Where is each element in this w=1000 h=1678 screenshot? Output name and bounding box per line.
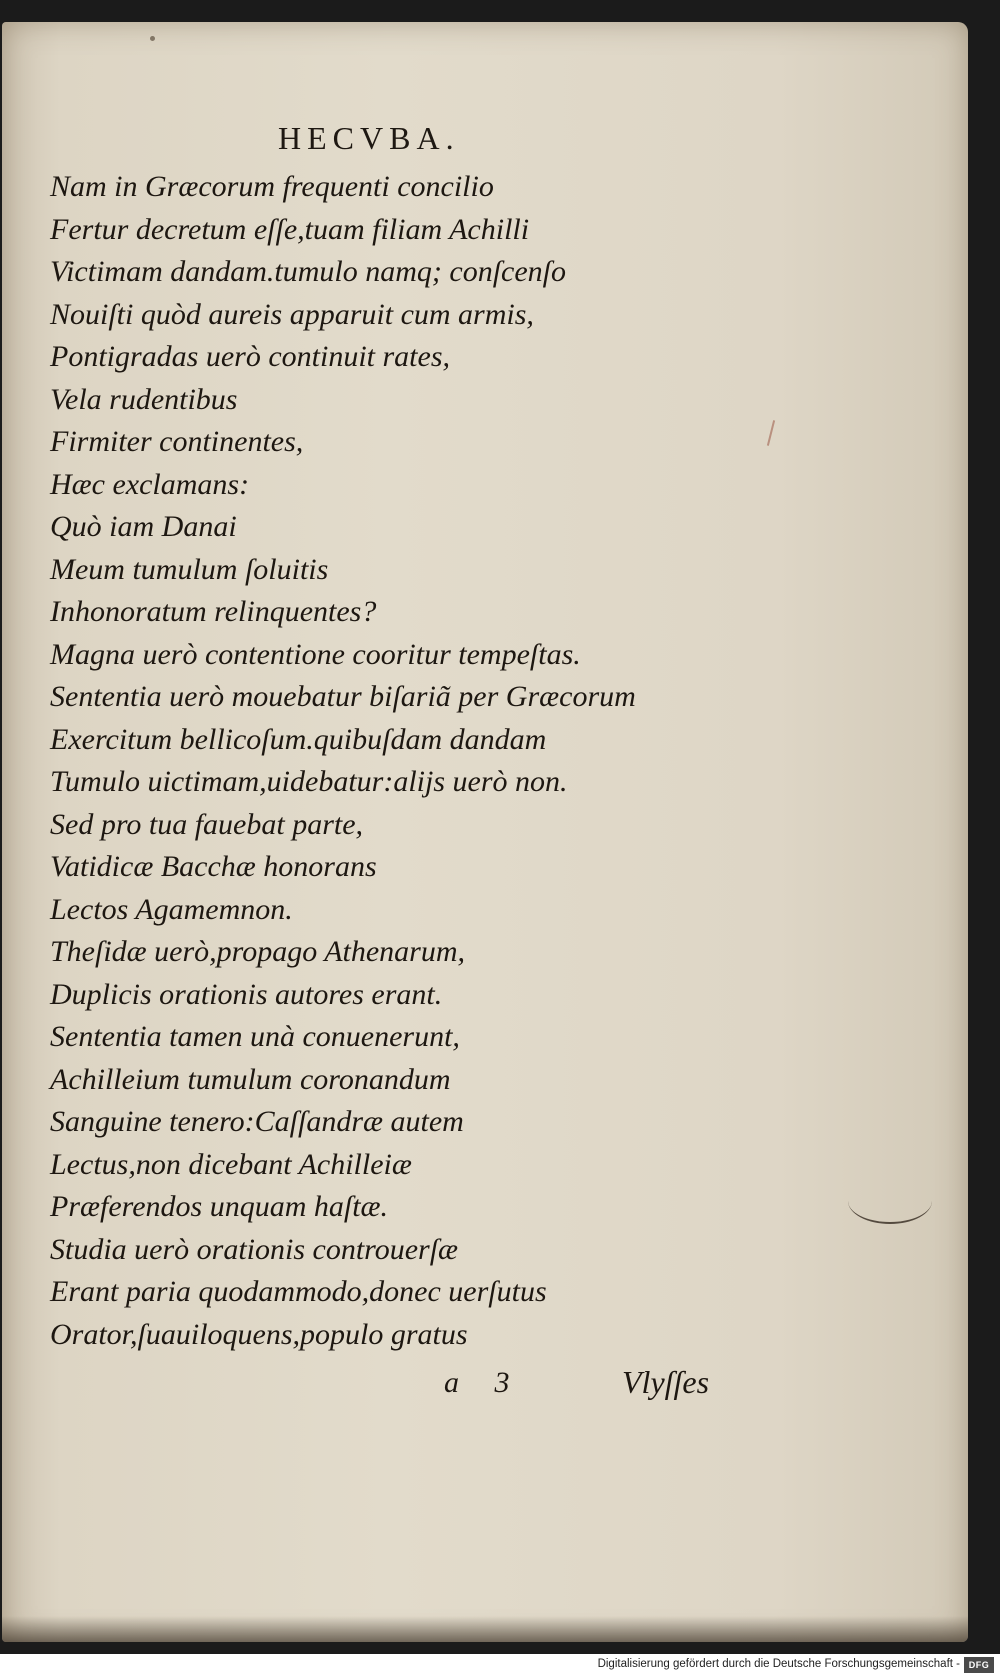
page-edge-shadow	[2, 1616, 968, 1642]
verse-line: Lectos Agamemnon.	[50, 892, 293, 926]
ink-dot-mark	[150, 36, 155, 41]
verse-line: Theſidæ uerò,propago Athenarum,	[50, 935, 466, 968]
verse-line: Vela rudentibus	[50, 382, 238, 416]
verse-line: Tumulo uictimam,uidebatur:alijs uerò non.	[50, 765, 568, 798]
verse-line: Fertur decretum eſſe,tuam filiam Achilli	[50, 212, 530, 246]
verse-text	[50, 166, 710, 1356]
verse-line: Orator,ſuauiloquens,populo gratus	[50, 1317, 468, 1351]
verse-line: Præferendos unquam haſtæ.	[50, 1190, 389, 1223]
verse-line: Sed pro tua fauebat parte,	[50, 807, 364, 841]
catchword: Vlyſſes	[622, 1364, 710, 1400]
verse-line: Exercitum bellicoſum.quibuſdam dandam	[50, 722, 547, 756]
verse-line: Duplicis orationis autores erant.	[50, 977, 443, 1011]
verse-line: Hæc exclamans:	[50, 467, 250, 501]
footer-credit: Digitalisierung gefördert durch die Deutsche Forschungsgemeinschaft -	[597, 1658, 960, 1670]
verse-line: Achilleium tumulum coronandum	[50, 1062, 451, 1096]
verse-line: Pontigradas uerò continuit rates,	[50, 340, 450, 373]
verse-line: Vatidicæ Bacchæ honorans	[50, 850, 377, 883]
dfg-logo-icon: DFG	[964, 1657, 994, 1673]
verse-line: Sanguine tenero:Caſſandræ autem	[50, 1105, 464, 1138]
verse-line: Erant paria quodammodo,donec uerſutus	[50, 1275, 547, 1308]
verse-line: Studia uerò orationis controuerſæ	[50, 1232, 459, 1266]
verse-line: Meum tumulum ſoluitis	[50, 552, 329, 586]
verse-line: Sententia tamen unà conuenerunt,	[50, 1020, 460, 1053]
verse-line: Inhonoratum relinquentes?	[50, 595, 377, 628]
verse-line: Sententia uerò mouebatur biſariã per Græcorum	[50, 680, 636, 713]
ink-curve-mark	[848, 1178, 932, 1224]
footer-bar	[0, 1654, 1000, 1678]
verse-line: Quò iam Danai	[50, 510, 237, 543]
verse-line: Lectus,non dicebant Achilleiæ	[50, 1147, 412, 1181]
verse-line: Nam in Græcorum frequenti concilio	[50, 170, 494, 203]
running-head: HECVBA.	[278, 120, 460, 156]
signature-mark: a 3	[444, 1366, 510, 1399]
verse-line: Victimam dandam.tumulo namq; conſcenſo	[50, 255, 567, 288]
verse-line: Firmiter continentes,	[50, 425, 304, 458]
verse-line: Magna uerò contentione cooritur tempeſtas.	[50, 637, 581, 671]
verse-line: Nouiſti quòd aureis apparuit cum armis,	[50, 297, 534, 331]
